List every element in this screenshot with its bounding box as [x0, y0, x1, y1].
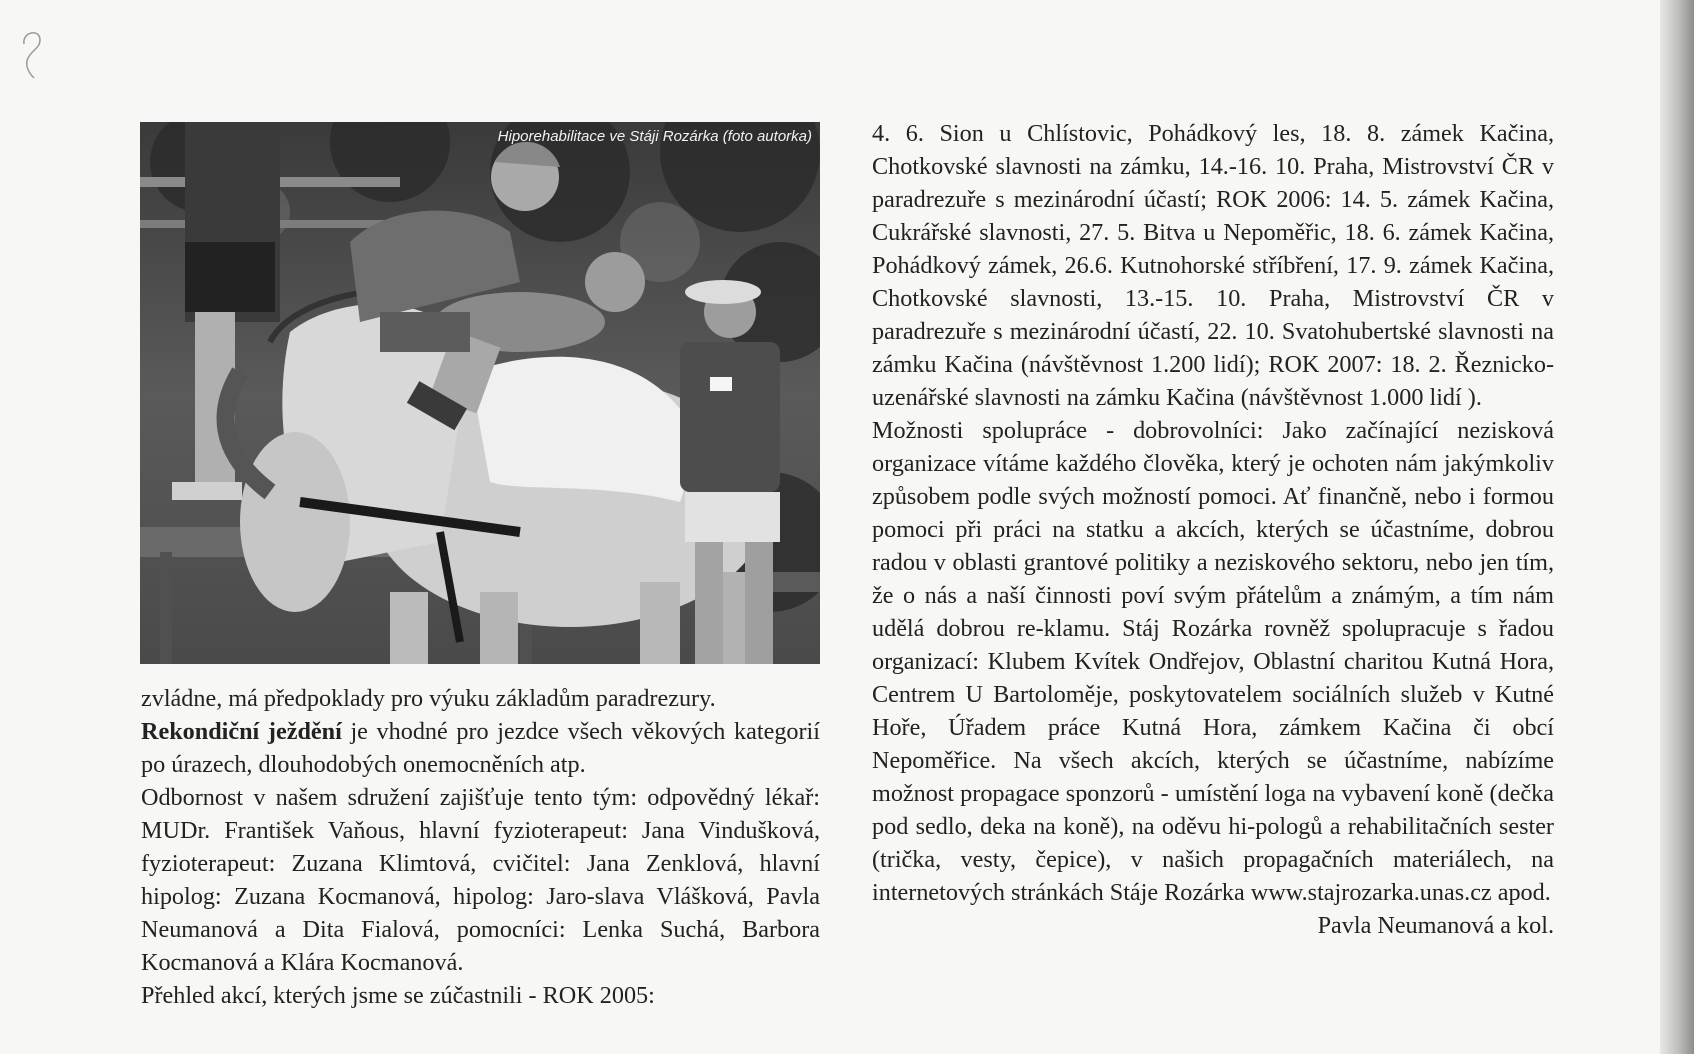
paragraph: Možnosti spolupráce - dobrovolníci: Jako začínající nezisková organizace vítáme každého člověka, který je ochoten nám jakýmkoliv způsobem podle svých možností pomoci. Ať finančně, nebo i formou pomoci při práci na statku a akcích, kterých se účastníme, dobrou radou v oblasti grantové politiky a neziskového sektoru, nebo jen tím, že o nás a naší činnosti poví svým přátelům a známým, a tím nám udělá dobrou re-klamu. Stáj Rozárka rovněž spolupracuje s řadou organizací: Klubem Kvítek Ondřejov, Oblastní charitou Kutná Hora, Centrem U Bartoloměje, poskytovatelem sociálních služeb v Kutné Hoře, Úřadem práce Kutná Hora, zámkem Kačina či obcí Nepoměřice. Na všech akcích, kterých se účastníme, nabízíme možnost propagace sponzorů - umístění loga na vybavení koně (dečka pod sedlo, deka na koně), na oděvu hi-pologů a rehabilitačních sester (trička, vesty, čepice), v našich propagačních materiálech, na internetových stránkách Stáje Rozárka www.stajrozarka.unas.cz apod. — [872, 417, 1554, 906]
article-photo — [140, 122, 820, 664]
left-text-column — [141, 682, 820, 1012]
right-text-column — [872, 117, 1554, 942]
pencil-mark — [10, 14, 56, 84]
hippotherapy-photo — [140, 122, 820, 664]
paragraph: Přehled akcí, kterých jsme se zúčastnili - ROK 2005: — [141, 982, 655, 1009]
paragraph — [141, 715, 820, 781]
paragraph: Odbornost v našem sdružení zajišťuje tento tým: odpovědný lékař: MUDr. František Vaňous, hlavní fyzioterapeut: Jana Vindušková, fyzioterapeut: Zuzana Klimtová, cvičitel: Jana Zenklová, hlavní hipolog: Zuzana Kocmanová, hipolog: Jaro-slava Vlášková, Pavla Neumanová a Dita Fialová, pomocníci: Lenka Suchá, Barbora Kocmanová a Klára Kocmanová. — [141, 784, 820, 976]
scan-page-edge — [1660, 0, 1694, 1054]
author-signature: Pavla Neumanová a kol. — [1317, 912, 1554, 939]
paragraph: 4. 6. Sion u Chlístovic, Pohádkový les, 18. 8. zámek Kačina, Chotkovské slavnosti na zámku, 14.-16. 10. Praha, Mistrovství ČR v paradrezuře s mezinárodní účastí; ROK 2006: 14. 5. zámek Kačina, Cukrářské slavnosti, 27. 5. Bitva u Nepoměřic, 18. 6. zámek Kačina, Pohádkový zámek, 26.6. Kutnohorské stříbření, 17. 9. zámek Kačina, Chotkovské slavnosti, 13.-15. 10. Praha, Mistrovství ČR v paradrezuře s mezinárodní účastí, 22. 10. Svatohubertské slavnosti na zámku Kačina (návštěvnost 1.200 lidí); ROK 2007: 18. 2. Řeznicko-uzenářské slavnosti na zámku Kačina (návštěvnost 1.000 lidí ). — [872, 120, 1554, 411]
paragraph-text: je vhodné pro jezdce všech věkových kategorií po úrazech, dlouhodobých onemocněních atp. — [141, 718, 820, 778]
bold-term: Rekondiční ježdění — [141, 718, 342, 745]
photo-caption: Hiporehabilitace ve Stáji Rozárka (foto autorka) — [497, 128, 812, 145]
paragraph: zvládne, má předpoklady pro výuku základům paradrezury. — [141, 685, 716, 712]
